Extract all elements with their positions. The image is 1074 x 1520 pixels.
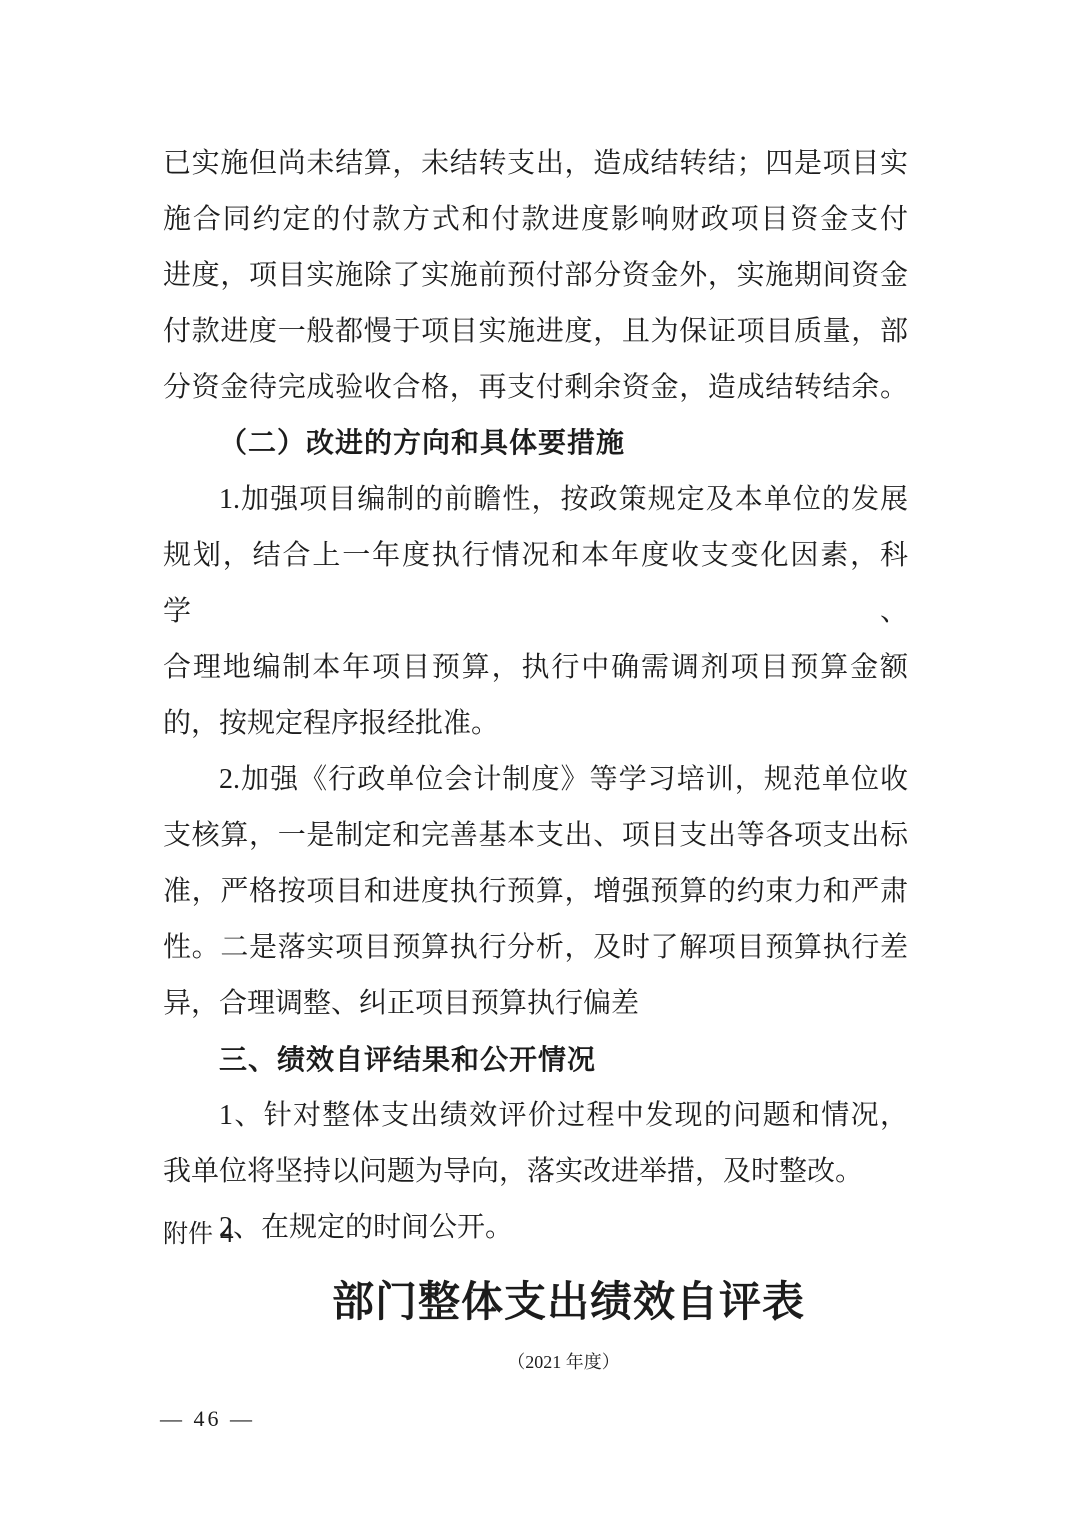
body-line: 规划，结合上一年度执行情况和本年度收支变化因素，科学、: [163, 540, 908, 627]
body-line: 施合同约定的付款方式和付款进度影响财政项目资金支付: [163, 204, 908, 235]
section-heading-3: 三、绩效自评结果和公开情况: [219, 1044, 597, 1075]
attachment-label: 附件 4: [163, 1220, 234, 1248]
body-line: 已实施但尚未结算，未结转支出，造成结转结；四是项目实: [163, 148, 908, 179]
body-line: 1、针对整体支出绩效评价过程中发现的问题和情况，: [219, 1100, 908, 1131]
body-line: 准，严格按项目和进度执行预算，增强预算的约束力和严肃: [163, 876, 908, 907]
body-line: 异，合理调整、纠正项目预算执行偏差: [163, 988, 640, 1019]
body-line: 2、在规定的时间公开。: [219, 1212, 514, 1243]
body-text: [163, 136, 908, 1256]
body-line: 合理地编制本年项目预算，执行中确需调剂项目预算金额: [163, 652, 908, 683]
body-line: 进度，项目实施除了实施前预付部分资金外，实施期间资金: [163, 260, 908, 291]
attachment-table-year: （2021 年度）: [507, 1352, 620, 1372]
body-line: 付款进度一般都慢于项目实施进度，且为保证项目质量，部: [163, 316, 908, 347]
body-line: 支核算，一是制定和完善基本支出、项目支出等各项支出标: [163, 820, 908, 851]
page-number: — 46 —: [160, 1406, 255, 1431]
section-heading-2: （二）改进的方向和具体要措施: [219, 428, 626, 459]
body-line: 我单位将坚持以问题为导向，落实改进举措，及时整改。: [163, 1156, 864, 1187]
body-line: 性。二是落实项目预算执行分析，及时了解项目预算执行差: [163, 932, 908, 963]
body-line: 2.加强《行政单位会计制度》等学习培训，规范单位收: [219, 764, 908, 795]
body-line: 分资金待完成验收合格，再支付剩余资金，造成结转结余。: [163, 372, 908, 403]
attachment-table-title: 部门整体支出绩效自评表: [331, 1280, 805, 1326]
body-line: 的，按规定程序报经批准。: [163, 708, 500, 739]
body-line: 1.加强项目编制的前瞻性，按政策规定及本单位的发展: [219, 484, 908, 515]
